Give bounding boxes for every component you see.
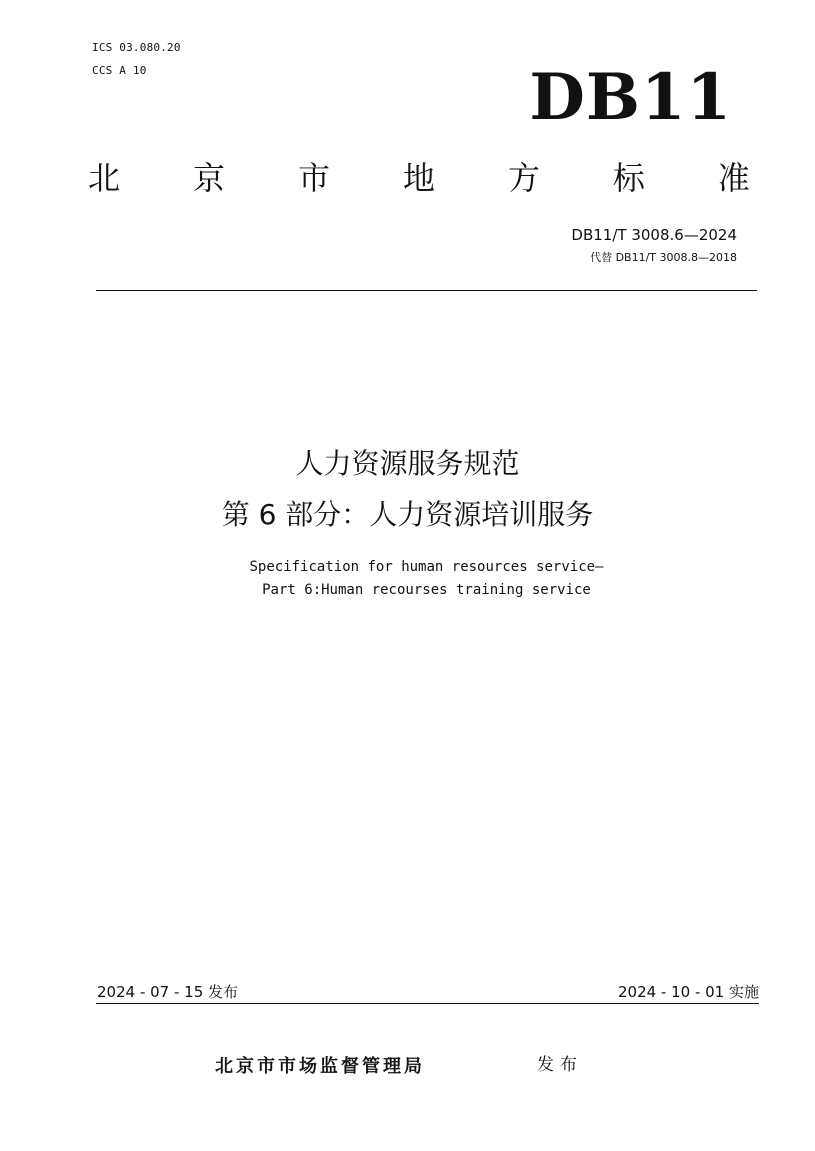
standard-type-title <box>88 156 750 200</box>
standard-type-char: 京 <box>192 159 225 197</box>
title-en-part: Part 6:Human recourses training service <box>262 582 591 598</box>
ics-code: ICS 03.080.20 <box>92 41 181 54</box>
standard-type-char: 北 <box>88 159 121 197</box>
db11-logo: DB11 <box>529 60 732 135</box>
implement-date: 2024 - 10 - 01 实施 <box>617 983 759 1001</box>
header-divider <box>96 290 757 291</box>
title-zh-part: 第 6 部分：人力资源培训服务 <box>221 498 594 531</box>
ccs-code: CCS A 10 <box>92 64 147 77</box>
standard-type-char: 准 <box>717 159 750 197</box>
footer-divider <box>96 1003 759 1004</box>
standard-type-char: 市 <box>297 159 330 197</box>
standard-type-char: 地 <box>402 159 435 197</box>
standard-number: DB11/T 3008.6—2024 <box>571 226 737 244</box>
issuing-authority: 北京市市场监督管理局 <box>215 1056 425 1077</box>
replaces-standard: 代替 DB11/T 3008.8—2018 <box>590 251 737 264</box>
title-en-main: Specification for human resources service— <box>249 559 604 575</box>
issue-date: 2024 - 07 - 15 发布 <box>97 983 239 1001</box>
standard-type-char: 标 <box>612 159 645 197</box>
title-zh-main: 人力资源服务规范 <box>295 447 520 480</box>
standard-type-char: 方 <box>507 159 540 197</box>
issue-label: 发布 <box>537 1055 583 1075</box>
